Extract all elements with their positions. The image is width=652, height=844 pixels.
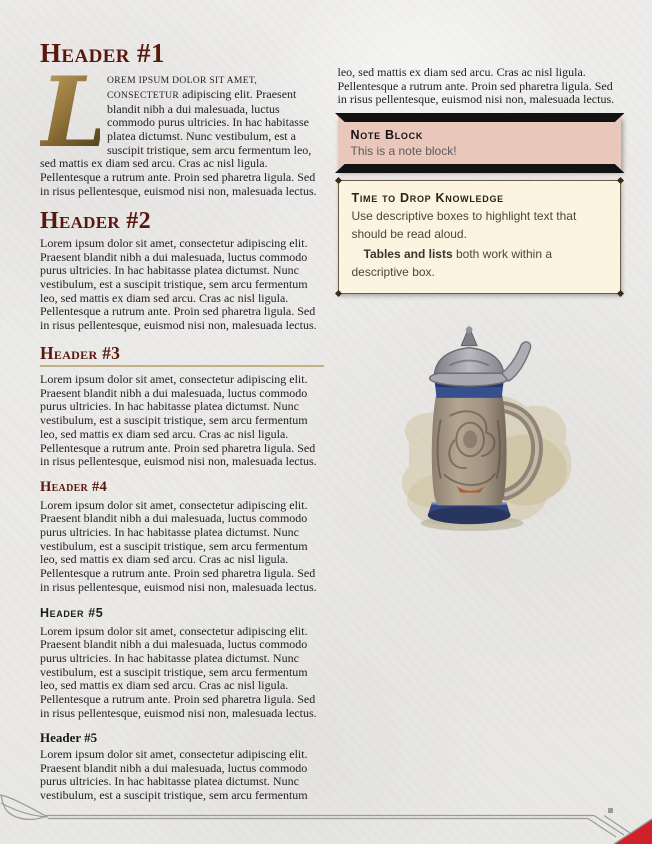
paragraph-after-header-4: Lorem ipsum dolor sit amet, consectetur adipiscing elit. Praesent blandit nibh a dui malesuada, luctus commodo purus ultricies. In hac habitasse platea dictumst. Nunc vestibulum, est a suscipit tristique, sem arcu fermentum leo, sed mattis ex diam sed arcu. Cras ac nisl ligula. Pellentesque a rutrum ante. Proin sed pharetra ligula. Sed in risus pellentesque, euismod nisi non, malesuada lectus.: [40, 497, 317, 594]
paragraph-after-header-5: Lorem ipsum dolor sit amet, consectetur adipiscing elit. Praesent blandit nibh a dui malesuada, luctus commodo purus ultricies. In hac habitasse platea dictumst. Nunc vestibulum, est a suscipit tristique, sem arcu fermentum leo, sed mattis ex diam sed arcu. Cras ac nisl ligula. Pellentesque a rutrum ante. Proin sed pharetra ligula. Sed in risus pellentesque, euismod nisi non, malesuada lectus.: [40, 623, 317, 720]
left-column: [40, 38, 324, 804]
truncated-bottom-paragraph: Lorem ipsum dolor sit amet, consectetur adipiscing elit. Praesent blandit nibh a dui malesuada, luctus commodo purus ultricies. In hac habitasse platea dictumst. Nunc vestibulum, est a suscipit tristique, sem arcu fermentum: [40, 747, 308, 803]
note-block: [338, 116, 622, 170]
header-5-smallcaps: Header #5: [40, 605, 104, 620]
continuation-paragraph: leo, sed mattis ex diam sed arcu. Cras ac nisl ligula. Pellentesque a rutrum ante. Proin sed pharetra ligula. Sed in risus pellentesque, euismod nisi non, malesuada lectus.: [337, 65, 615, 107]
note-block-bottom-border: [335, 164, 625, 173]
descriptive-box-title: Time to Drop Knowledge: [351, 190, 504, 205]
corner-dot-icon: [617, 177, 624, 184]
footer-dot: [608, 808, 613, 813]
descriptive-box-bold-lead: Tables and lists: [363, 246, 453, 261]
intro-smallcaps-text: OREM IPSUM DOLOR SIT AMET, CONSECTETUR: [107, 75, 258, 101]
descriptive-box: [338, 180, 622, 294]
drop-cap-letter: L: [40, 56, 108, 170]
corner-dot-icon: [334, 177, 341, 184]
note-block-body: This is a note block!: [350, 144, 457, 159]
note-block-title: Note Block: [350, 128, 424, 143]
right-column: [338, 38, 622, 804]
two-column-layout: [40, 38, 621, 804]
corner-dot-icon: [334, 290, 341, 297]
header-3: Header #3: [40, 343, 324, 367]
beer-stein-illustration: [373, 322, 585, 534]
header-1: Header #1: [40, 38, 165, 68]
descriptive-box-line2-rest: both work within a descriptive box.: [351, 246, 553, 280]
footer-ornament: [0, 790, 652, 844]
header-4: Header #4: [40, 478, 108, 495]
paragraph-after-header-2: Lorem ipsum dolor sit amet, consectetur adipiscing elit. Praesent blandit nibh a dui malesuada, luctus commodo purus ultricies. In hac habitasse platea dictumst. Nunc vestibulum, est a suscipit tristique, sem arcu fermentum leo, sed mattis ex diam sed arcu. Cras ac nisl ligula. Pellentesque a rutrum ante. Proin sed pharetra ligula. Sed in risus pellentesque, euismod nisi non, malesuada lectus.: [40, 235, 317, 333]
corner-dot-icon: [617, 290, 624, 297]
header-5-bold: Header #5: [40, 730, 98, 746]
descriptive-box-line1: Use descriptive boxes to highlight text that should be read aloud.: [351, 208, 577, 242]
paragraph-after-header-3: Lorem ipsum dolor sit amet, consectetur adipiscing elit. Praesent blandit nibh a dui malesuada, luctus commodo purus ultricies. In hac habitasse platea dictumst. Nunc vestibulum, est a suscipit tristique, sem arcu fermentum leo, sed mattis ex diam sed arcu. Cras ac nisl ligula. Pellentesque a rutrum ante. Proin sed pharetra ligula. Sed in risus pellentesque, euismod nisi non, malesuada lectus.: [40, 372, 317, 469]
note-block-top-border: [335, 113, 625, 122]
descriptive-box-line2: [352, 245, 608, 282]
header-2: Header #2: [40, 207, 151, 234]
intro-body-text: adipiscing elit. Praesent blandit nibh a dui malesuada, luctus commodo purus ultricies. In hac habitasse platea dictumst. Nunc vestibulum, est a suscipit tristique, sem arcu fermentum leo, sed mattis ex diam sed arcu. Cras ac nisl ligula. Pellentesque a rutrum ante. Proin sed pharetra ligula. Sed in risus pellentesque, euismod nisi non, malesuada lectus.: [40, 86, 317, 198]
intro-paragraph: [40, 56, 324, 198]
